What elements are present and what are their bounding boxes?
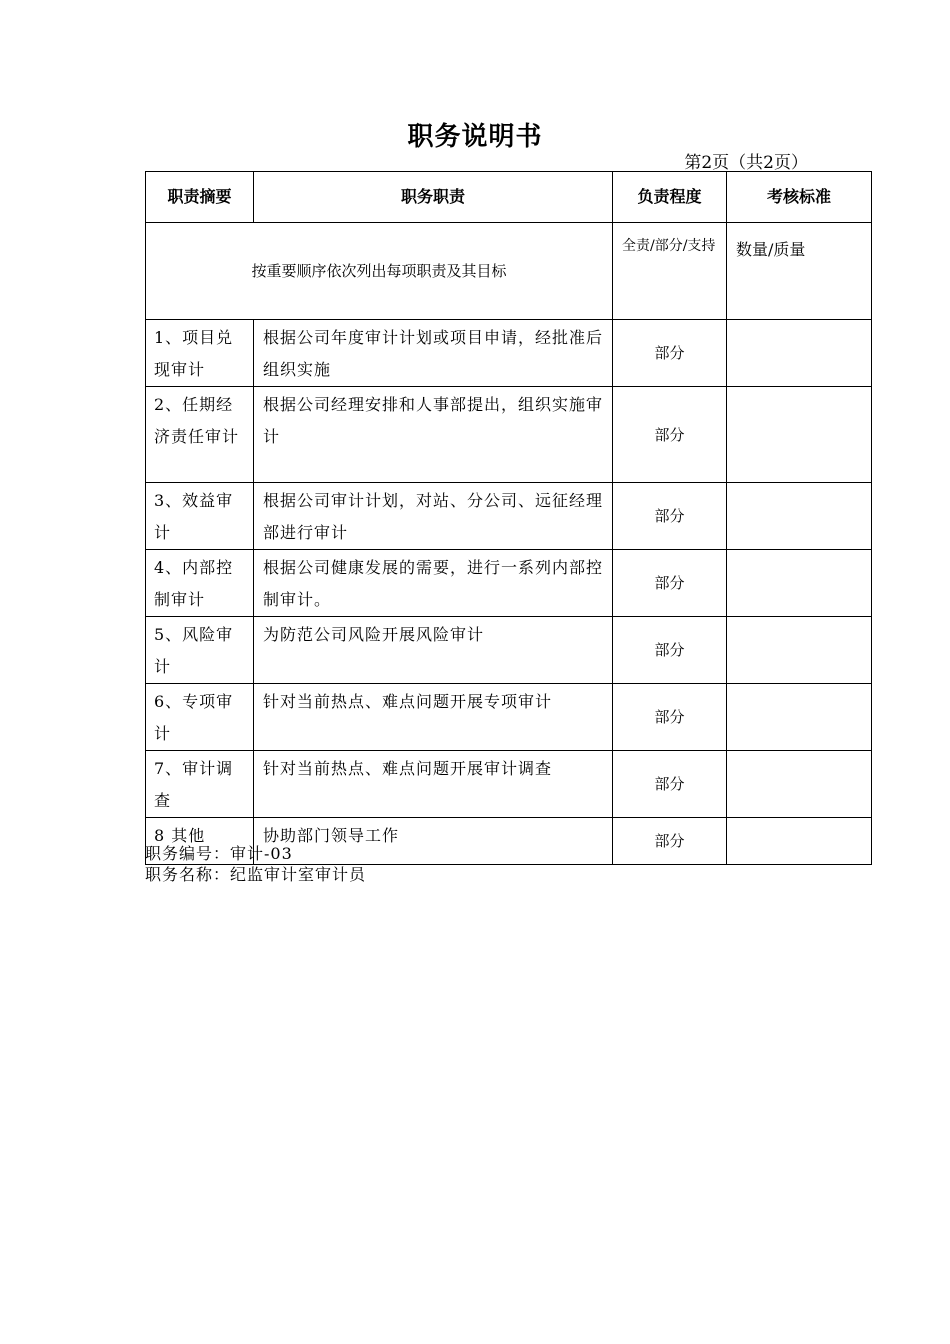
assessment-standard bbox=[727, 550, 872, 617]
table-row bbox=[146, 684, 872, 751]
job-duties-table bbox=[145, 171, 872, 865]
table-header-row bbox=[146, 172, 872, 223]
duty-summary: 3、效益审计 bbox=[146, 483, 254, 550]
duty-summary: 2、任期经济责任审计 bbox=[146, 387, 254, 483]
duty-description: 根据公司审计计划，对站、分公司、远征经理部进行审计 bbox=[254, 483, 613, 550]
header-duty-description: 职务职责 bbox=[254, 172, 613, 223]
assessment-standard bbox=[727, 320, 872, 387]
duty-description: 根据公司年度审计计划或项目申请，经批准后组织实施 bbox=[254, 320, 613, 387]
table-row bbox=[146, 483, 872, 550]
header-duty-summary: 职责摘要 bbox=[146, 172, 254, 223]
duty-description: 针对当前热点、难点问题开展专项审计 bbox=[254, 684, 613, 751]
assessment-standard bbox=[727, 684, 872, 751]
responsibility-level: 部分 bbox=[613, 751, 727, 818]
duty-description: 根据公司经理安排和人事部提出，组织实施审计 bbox=[254, 387, 613, 483]
responsibility-level: 部分 bbox=[613, 550, 727, 617]
duty-summary: 5、风险审计 bbox=[146, 617, 254, 684]
assessment-standard bbox=[727, 617, 872, 684]
duty-description: 协助部门领导工作 bbox=[254, 818, 613, 865]
job-code: 职务编号：审计-03 bbox=[145, 844, 293, 863]
responsibility-level: 部分 bbox=[613, 818, 727, 865]
page-indicator: 第2页（共2页） bbox=[684, 153, 808, 173]
table-row bbox=[146, 617, 872, 684]
assessment-standard bbox=[727, 818, 872, 865]
duty-description: 根据公司健康发展的需要，进行一系列内部控制审计。 bbox=[254, 550, 613, 617]
assessment-standard bbox=[727, 387, 872, 483]
responsibility-level: 部分 bbox=[613, 387, 727, 483]
responsibility-level: 部分 bbox=[613, 320, 727, 387]
responsibility-level: 部分 bbox=[613, 483, 727, 550]
header-responsibility-level: 负责程度 bbox=[613, 172, 727, 223]
table-row bbox=[146, 320, 872, 387]
duty-summary: 6、专项审计 bbox=[146, 684, 254, 751]
assessment-criteria: 数量/质量 bbox=[727, 223, 872, 320]
responsibility-types: 全责/部分/支持 bbox=[613, 223, 727, 320]
duty-summary: 1、项目兑现审计 bbox=[146, 320, 254, 387]
table-row bbox=[146, 550, 872, 617]
header-assessment-standard: 考核标准 bbox=[727, 172, 872, 223]
table-row bbox=[146, 387, 872, 483]
assessment-standard bbox=[727, 483, 872, 550]
duty-summary: 7、审计调查 bbox=[146, 751, 254, 818]
instruction-row bbox=[146, 223, 872, 320]
duty-summary: 4、内部控制审计 bbox=[146, 550, 254, 617]
responsibility-level: 部分 bbox=[613, 617, 727, 684]
duty-description: 针对当前热点、难点问题开展审计调查 bbox=[254, 751, 613, 818]
responsibility-level: 部分 bbox=[613, 684, 727, 751]
duty-description: 为防范公司风险开展风险审计 bbox=[254, 617, 613, 684]
instruction-text: 按重要顺序依次列出每项职责及其目标 bbox=[146, 223, 613, 320]
job-name: 职务名称：纪监审计室审计员 bbox=[145, 865, 367, 884]
duty-summary: 8 其他 bbox=[146, 818, 254, 865]
assessment-standard bbox=[727, 751, 872, 818]
document-title: 职务说明书 bbox=[407, 122, 543, 152]
table-row bbox=[146, 751, 872, 818]
